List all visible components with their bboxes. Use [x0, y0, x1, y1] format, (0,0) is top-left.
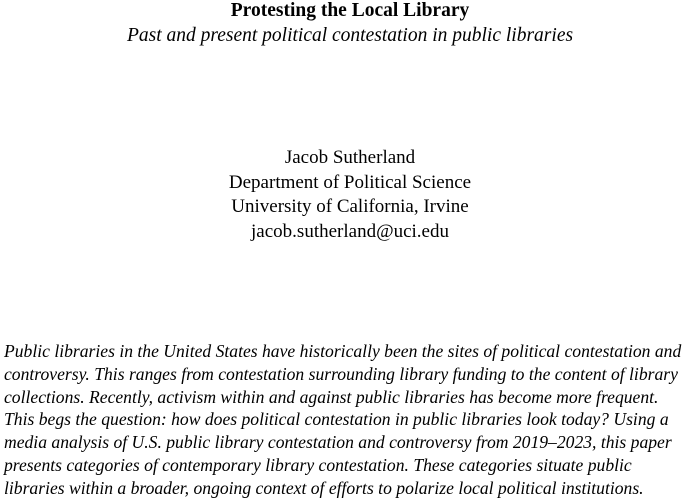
abstract-line: media analysis of U.S. public library contestation and controversy from 2019–2023, this paper	[4, 432, 672, 453]
paper-title: Protesting the Local Library	[230, 0, 470, 21]
author-department: Department of Political Science	[228, 171, 472, 193]
abstract-line: collections. Recently, activism within and against public libraries has become more frequent.	[4, 386, 659, 407]
author-email: jacob.sutherland@uci.edu	[251, 220, 449, 242]
abstract-line: This begs the question: how does political contestation in public libraries look today? Using a	[4, 409, 669, 430]
abstract-line: Public libraries in the United States have historically been the sites of political contestation and	[4, 341, 682, 361]
abstract-line: controversy. This ranges from contestation surrounding library funding to the content of library	[4, 363, 678, 384]
author-name: Jacob Sutherland	[284, 147, 416, 168]
author-block	[0, 146, 700, 244]
abstract-line: libraries within a broader, ongoing context of efforts to polarize local political institutions.	[4, 477, 644, 498]
paper-subtitle: Past and present political contestation in public libraries	[126, 25, 574, 46]
abstract-line: presents categories of contemporary library contestation. These categories situate public	[4, 454, 632, 475]
abstract	[4, 340, 700, 500]
author-institution: University of California, Irvine	[231, 196, 469, 217]
